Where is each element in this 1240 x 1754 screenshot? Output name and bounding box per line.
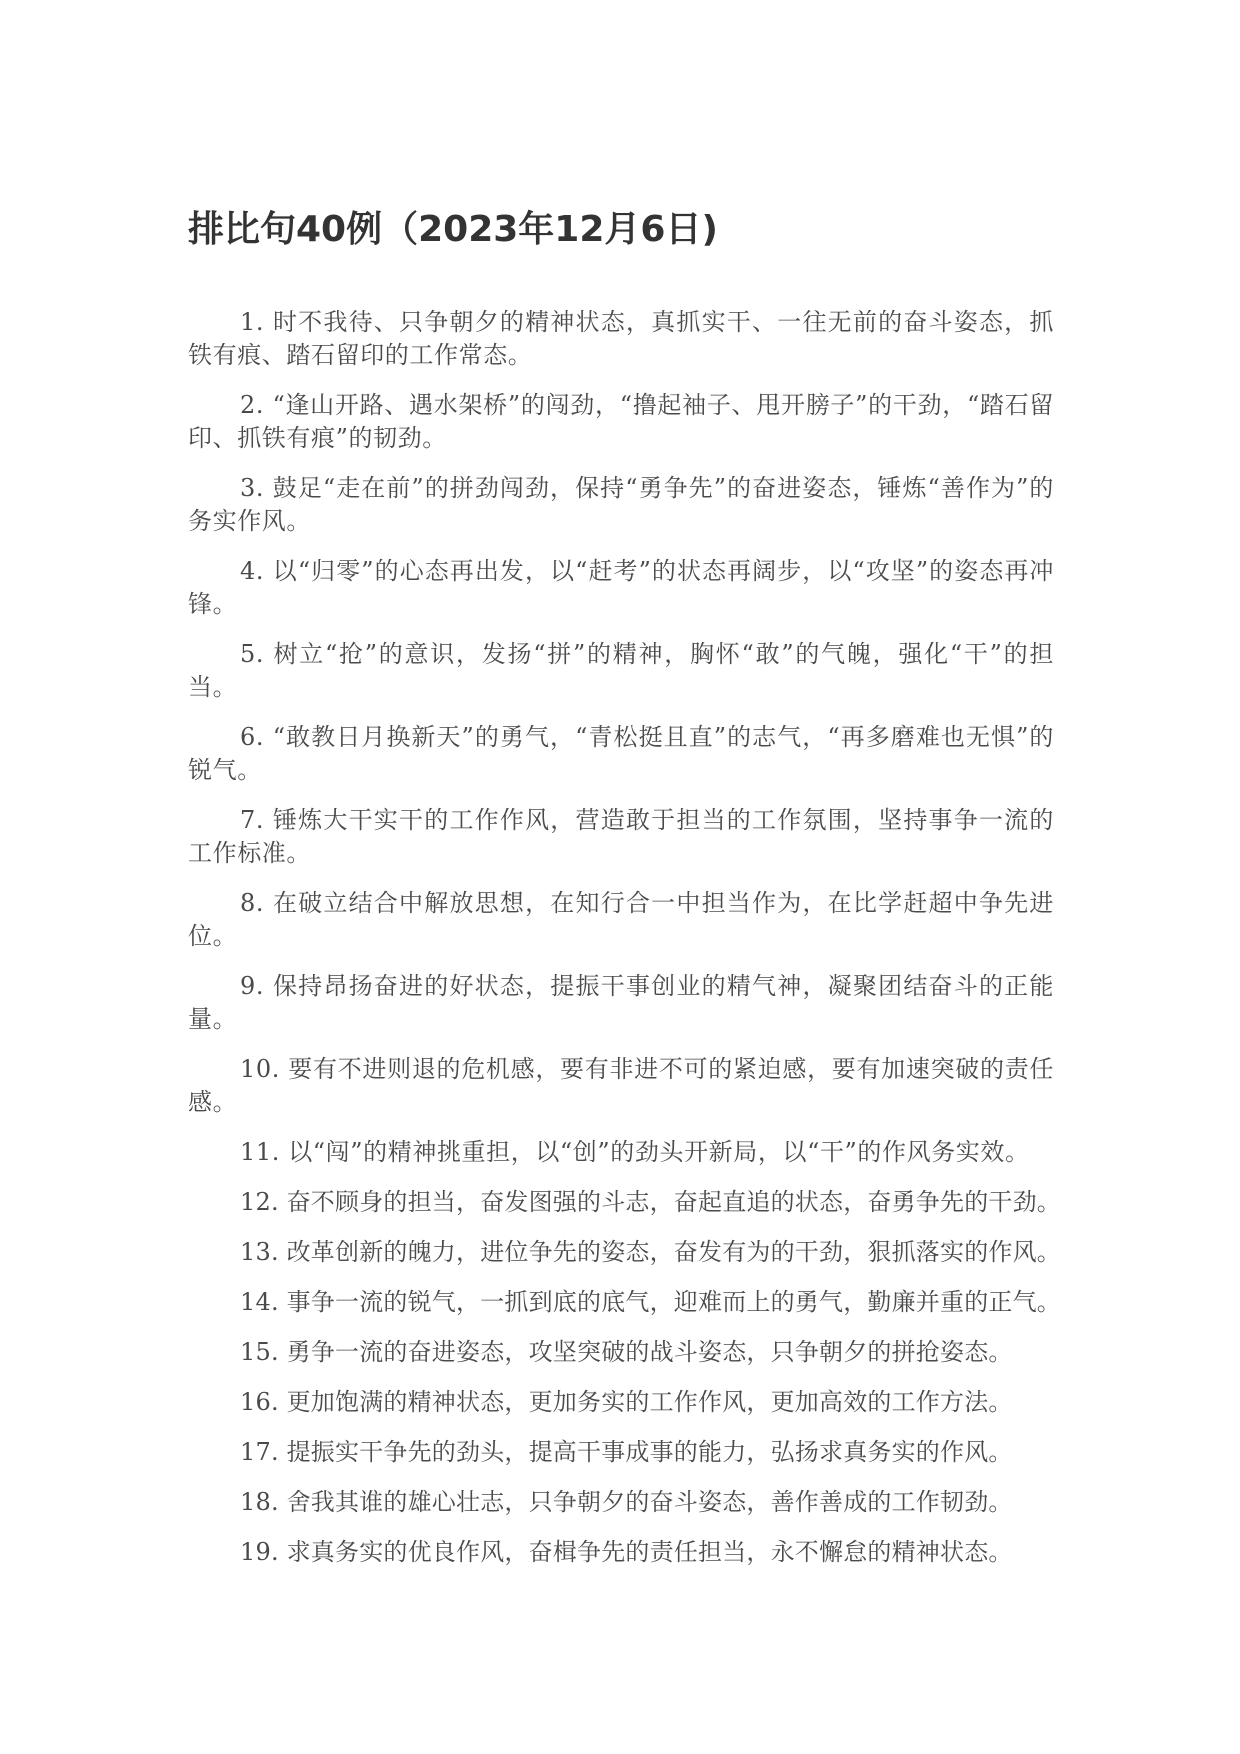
list-item-4: 4. 以“归零”的心态再出发，以“赶考”的状态再阔步，以“攻坚”的姿态再冲锋。: [188, 557, 1054, 618]
list-item-11: 11. 以“闯”的精神挑重担，以“创”的劲头开新局，以“干”的作风务实效。: [240, 1138, 1030, 1166]
list-item-19: 19. 求真务实的优良作风，奋楫争先的责任担当，永不懈怠的精神状态。: [240, 1538, 1013, 1566]
list-item-1: 1. 时不我待、只争朝夕的精神状态，真抓实干、一往无前的奋斗姿态，抓铁有痕、踏石留印的工作常态。: [188, 308, 1054, 369]
list-item-8: 8. 在破立结合中解放思想，在知行合一中担当作为，在比学赶超中争先进位。: [188, 889, 1054, 950]
list-item-17: 17. 提振实干争先的劲头，提高干事成事的能力，弘扬求真务实的作风。: [240, 1438, 1013, 1466]
list-item-14: 14. 事争一流的锐气，一抓到底的底气，迎难而上的勇气，勤廉并重的正气。: [240, 1288, 1061, 1316]
document-body: [188, 306, 1061, 1586]
list-item-6: 6. “敢教日月换新天”的勇气，“青松挺且直”的志气，“再多磨难也无惧”的锐气。: [188, 723, 1054, 784]
list-item-3: 3. 鼓足“走在前”的拼劲闯劲，保持“勇争先”的奋进姿态，锤炼“善作为”的务实作风。: [188, 474, 1054, 535]
list-item-5: 5. 树立“抢”的意识，发扬“拼”的精神，胸怀“敢”的气魄，强化“干”的担当。: [188, 640, 1054, 701]
list-item-12: 12. 奋不顾身的担当，奋发图强的斗志，奋起直追的状态，奋勇争先的干劲。: [240, 1188, 1061, 1216]
list-item-18: 18. 舍我其谁的雄心壮志，只争朝夕的奋斗姿态，善作善成的工作韧劲。: [240, 1488, 1013, 1516]
list-item-15: 15. 勇争一流的奋进姿态，攻坚突破的战斗姿态，只争朝夕的拼抢姿态。: [240, 1338, 1013, 1366]
list-item-9: 9. 保持昂扬奋进的好状态，提振干事创业的精气神，凝聚团结奋斗的正能量。: [188, 972, 1054, 1033]
document-title: 排比句40例（2023年12月6日): [188, 209, 718, 250]
list-item-16: 16. 更加饱满的精神状态，更加务实的工作作风，更加高效的工作方法。: [240, 1388, 1013, 1416]
list-item-10: 10. 要有不进则退的危机感，要有非进不可的紧迫感，要有加速突破的责任感。: [188, 1055, 1054, 1116]
list-item-13: 13. 改革创新的魄力，进位争先的姿态，奋发有为的干劲，狠抓落实的作风。: [240, 1238, 1061, 1266]
list-item-7: 7. 锤炼大干实干的工作作风，营造敢于担当的工作氛围，坚持事争一流的工作标准。: [188, 806, 1054, 867]
list-item-2: 2. “逢山开路、遇水架桥”的闯劲，“撸起袖子、甩开膀子”的干劲，“踏石留印、抓铁有痕”的韧劲。: [188, 391, 1054, 452]
